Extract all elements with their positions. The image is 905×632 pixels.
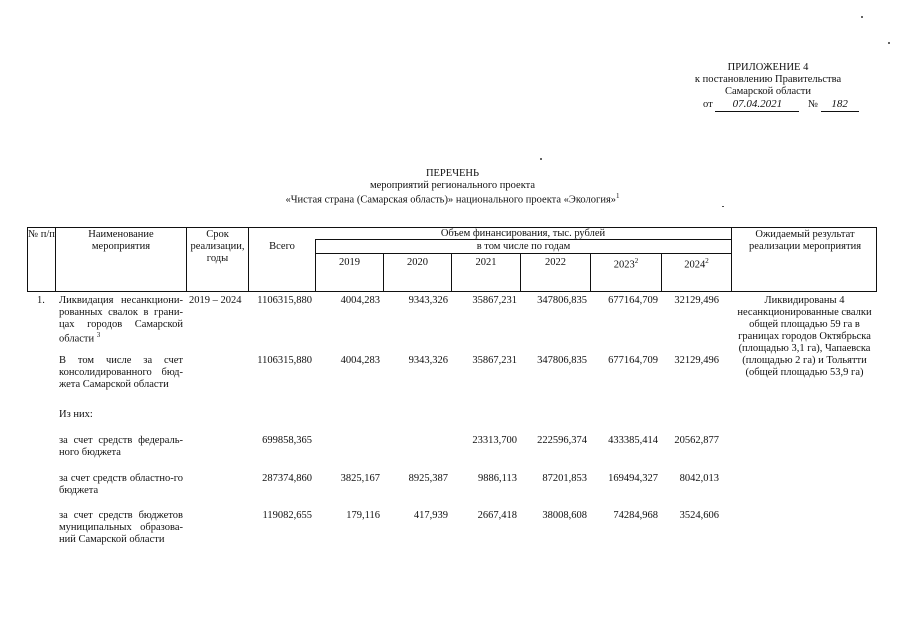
header-year-2024 [662,257,731,272]
of-them-label: Из них: [59,409,93,420]
municipal-total: 119082,655 [262,510,312,521]
footnote-mark: 2 [705,257,709,265]
table-rule-years [315,253,731,254]
header-year-2023 [591,257,661,272]
header-year-2019: 2019 [339,257,360,268]
consolidated-total: 1106315,880 [257,355,312,366]
consolidated-2023: 677164,709 [608,355,658,366]
row-total: 1106315,880 [257,295,312,306]
row-name [59,295,183,346]
row-term: 2019 – 2024 [189,295,242,306]
appendix-line-1: к постановлению Правительства [694,74,842,86]
federal-2021: 23313,700 [472,435,517,446]
table-rule-v [731,227,732,292]
footnote-mark: 2 [634,257,639,265]
regional-2020: 8925,387 [408,473,448,484]
header-result: Ожидаемый результат реализации мероприятия [748,229,862,253]
header-year-2020: 2020 [407,257,428,268]
footnote-mark: 1 [616,192,620,201]
municipal-label: за счет средств бюджетов муниципальных образова-ний Самарской области [59,510,183,546]
heading-line-2-text: «Чистая страна (Самарская область)» национального проекта «Экология» [285,194,617,206]
regional-2024: 8042,013 [679,473,719,484]
handwritten-date: 07.04.2021 [715,98,799,112]
consolidated-2022: 347806,835 [537,355,587,366]
from-label: от [703,99,713,110]
row-2021: 35867,231 [472,295,517,306]
handwritten-number: 182 [821,98,859,112]
municipal-2024: 3524,606 [679,510,719,521]
regional-2022: 87201,853 [542,473,587,484]
header-year-2022: 2022 [545,257,566,268]
header-total: Всего [269,241,295,252]
municipal-2023: 74284,968 [613,510,658,521]
heading-line-1: мероприятий регионального проекта [369,180,536,192]
federal-total: 699858,365 [262,435,312,446]
year-2023-text: 2023 [613,259,635,271]
consolidated-2019: 4004,283 [340,355,380,366]
header-name: Наименование мероприятия [88,229,154,253]
municipal-2021: 2667,418 [477,510,517,521]
row-2022: 347806,835 [537,295,587,306]
table-rule-v [876,227,877,292]
year-2024-text: 2024 [684,259,706,271]
row-2024: 32129,496 [674,295,719,306]
expected-result: Ликвидированы 4 несанкционированные свалки общей площадью 59 га в границах городов Октябрьска (площадью 3,1 га), Чапаевска (площадью 2 га) и Тольятти (общей площадью 53,9 га) [737,295,872,379]
regional-2021: 9886,113 [478,473,517,484]
regional-2023: 169494,327 [608,473,658,484]
number-label: № [807,99,818,110]
consolidated-2020: 9343,326 [408,355,448,366]
municipal-2019: 179,116 [346,510,380,521]
header-term: Срок реализации, годы [190,229,245,265]
regional-total: 287374,860 [262,473,312,484]
header-year-2021: 2021 [475,257,497,268]
federal-label: за счет средств федераль-ного бюджета [59,435,183,459]
header-by-years: в том числе по годам [476,241,571,252]
table-rule-v [55,227,56,292]
regional-label: за счет средств областно-го бюджета [59,473,183,497]
header-no: № п/п [28,229,55,240]
row-name-text: Ликвидация несанкциони-рованных свалок в грани-цах городов Самарской области [59,295,183,345]
row-2023: 677164,709 [608,295,658,306]
federal-2024: 20562,877 [674,435,719,446]
consolidated-2021: 35867,231 [472,355,517,366]
row-2019: 4004,283 [340,295,380,306]
federal-2022: 222596,374 [537,435,587,446]
regional-2019: 3825,167 [340,473,380,484]
municipal-2020: 417,939 [413,510,448,521]
municipal-2022: 38008,608 [542,510,587,521]
table-rule-v [248,227,249,292]
consolidated-2024: 32129,496 [674,355,719,366]
header-funding: Объем финансирования, тыс. рублей [440,228,606,239]
federal-2023: 433385,414 [608,435,658,446]
appendix-title: ПРИЛОЖЕНИЕ 4 [727,62,809,73]
consolidated-label: В том числе за счет консолидированного бюд-жета Самарской области [59,355,183,391]
row-2020: 9343,326 [408,295,448,306]
heading-title: ПЕРЕЧЕНЬ [425,168,480,179]
appendix-line-2: Самарской области [725,86,811,98]
footnote-mark: 3 [96,331,101,340]
row-number: 1. [37,295,45,306]
